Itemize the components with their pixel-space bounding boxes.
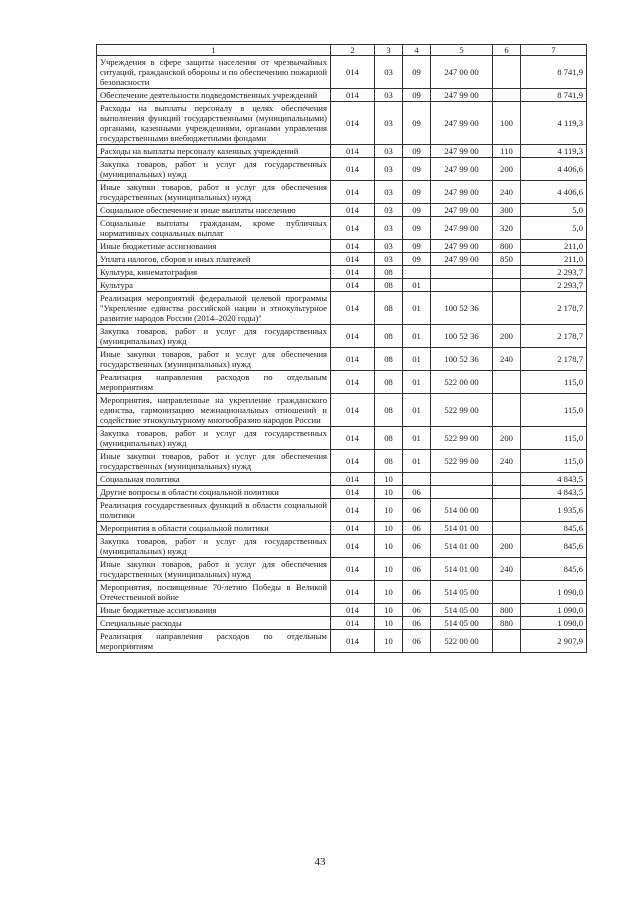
row-subsection-code: 06 xyxy=(403,535,431,558)
table-row xyxy=(97,89,587,102)
row-subsection-code: 06 xyxy=(403,499,431,522)
row-name: Реализация направления расходов по отдельным мероприятиям xyxy=(97,371,331,394)
row-section-code: 08 xyxy=(375,325,403,348)
row-subsection-code: 06 xyxy=(403,558,431,581)
row-amount: 4 119,3 xyxy=(521,102,587,145)
row-name: Уплата налогов, сборов и иных платежей xyxy=(97,253,331,266)
budget-table xyxy=(96,44,587,653)
row-expense-type-code xyxy=(493,499,521,522)
document-page xyxy=(96,44,586,653)
row-subsection-code: 06 xyxy=(403,486,431,499)
row-subsection-code: 09 xyxy=(403,145,431,158)
row-amount: 115,0 xyxy=(521,371,587,394)
row-expense-type-code: 240 xyxy=(493,348,521,371)
row-section-code: 10 xyxy=(375,581,403,604)
row-target-code: 514 00 00 xyxy=(431,499,493,522)
row-ved-code: 014 xyxy=(331,56,375,89)
row-target-code: 100 52 36 xyxy=(431,348,493,371)
row-ved-code: 014 xyxy=(331,348,375,371)
row-section-code: 10 xyxy=(375,604,403,617)
row-section-code: 10 xyxy=(375,630,403,653)
row-name: Социальная политика xyxy=(97,473,331,486)
row-subsection-code: 01 xyxy=(403,427,431,450)
row-target-code: 514 05 00 xyxy=(431,604,493,617)
row-ved-code: 014 xyxy=(331,371,375,394)
row-name: Мероприятия, направленные на укрепление гражданского единства, гармонизацию межнациональных отношений и содействие этнокультурному многообразию народов России xyxy=(97,394,331,427)
row-subsection-code xyxy=(403,266,431,279)
row-subsection-code: 06 xyxy=(403,581,431,604)
row-target-code: 522 99 00 xyxy=(431,427,493,450)
row-target-code: 247 99 00 xyxy=(431,158,493,181)
row-expense-type-code xyxy=(493,56,521,89)
row-subsection-code: 09 xyxy=(403,204,431,217)
row-name: Социальное обеспечение и иные выплаты населению xyxy=(97,204,331,217)
table-header-row xyxy=(97,45,587,56)
table-row xyxy=(97,325,587,348)
row-subsection-code: 06 xyxy=(403,630,431,653)
row-ved-code: 014 xyxy=(331,450,375,473)
row-section-code: 08 xyxy=(375,279,403,292)
row-ved-code: 014 xyxy=(331,217,375,240)
row-ved-code: 014 xyxy=(331,325,375,348)
row-amount: 2 293,7 xyxy=(521,279,587,292)
table-row xyxy=(97,253,587,266)
row-amount: 2 178,7 xyxy=(521,292,587,325)
row-expense-type-code xyxy=(493,279,521,292)
row-name: Расходы на выплаты персоналу казенных учреждений xyxy=(97,145,331,158)
row-amount: 115,0 xyxy=(521,450,587,473)
row-target-code: 514 01 00 xyxy=(431,535,493,558)
row-name: Мероприятия, посвященные 70-летию Победы в Великой Отечественной войне xyxy=(97,581,331,604)
row-amount: 2 907,9 xyxy=(521,630,587,653)
row-ved-code: 014 xyxy=(331,279,375,292)
row-expense-type-code: 300 xyxy=(493,204,521,217)
row-expense-type-code: 320 xyxy=(493,217,521,240)
row-amount: 1 090,0 xyxy=(521,604,587,617)
row-subsection-code: 09 xyxy=(403,181,431,204)
row-target-code: 247 99 00 xyxy=(431,181,493,204)
table-row xyxy=(97,604,587,617)
row-amount: 5,0 xyxy=(521,217,587,240)
row-expense-type-code: 850 xyxy=(493,253,521,266)
column-header: 1 xyxy=(97,45,331,56)
row-ved-code: 014 xyxy=(331,181,375,204)
row-target-code xyxy=(431,486,493,499)
row-subsection-code: 01 xyxy=(403,450,431,473)
row-expense-type-code: 200 xyxy=(493,535,521,558)
table-row xyxy=(97,56,587,89)
row-name: Специальные расходы xyxy=(97,617,331,630)
row-expense-type-code xyxy=(493,630,521,653)
row-ved-code: 014 xyxy=(331,292,375,325)
row-expense-type-code: 800 xyxy=(493,240,521,253)
row-expense-type-code xyxy=(493,292,521,325)
row-section-code: 10 xyxy=(375,522,403,535)
row-ved-code: 014 xyxy=(331,499,375,522)
row-expense-type-code xyxy=(493,371,521,394)
row-ved-code: 014 xyxy=(331,204,375,217)
row-name: Иные закупки товаров, работ и услуг для обеспечения государственных (муниципальных) нужд xyxy=(97,450,331,473)
row-expense-type-code: 800 xyxy=(493,604,521,617)
row-target-code: 247 99 00 xyxy=(431,240,493,253)
row-expense-type-code xyxy=(493,486,521,499)
row-ved-code: 014 xyxy=(331,145,375,158)
row-subsection-code xyxy=(403,473,431,486)
row-expense-type-code xyxy=(493,89,521,102)
row-section-code: 03 xyxy=(375,145,403,158)
row-section-code: 03 xyxy=(375,253,403,266)
table-row xyxy=(97,240,587,253)
row-section-code: 08 xyxy=(375,292,403,325)
row-ved-code: 014 xyxy=(331,102,375,145)
row-target-code xyxy=(431,473,493,486)
row-amount: 1 090,0 xyxy=(521,581,587,604)
table-row xyxy=(97,217,587,240)
row-subsection-code: 09 xyxy=(403,102,431,145)
row-ved-code: 014 xyxy=(331,266,375,279)
row-section-code: 03 xyxy=(375,181,403,204)
row-target-code: 522 00 00 xyxy=(431,371,493,394)
table-row xyxy=(97,630,587,653)
row-ved-code: 014 xyxy=(331,89,375,102)
row-name: Реализация государственных функций в области социальной политики xyxy=(97,499,331,522)
row-target-code: 247 99 00 xyxy=(431,204,493,217)
row-expense-type-code xyxy=(493,394,521,427)
row-expense-type-code xyxy=(493,266,521,279)
row-amount: 4 406,6 xyxy=(521,158,587,181)
row-ved-code: 014 xyxy=(331,253,375,266)
table-row xyxy=(97,581,587,604)
row-expense-type-code: 880 xyxy=(493,617,521,630)
row-name: Другие вопросы в области социальной политики xyxy=(97,486,331,499)
row-name: Реализация направления расходов по отдельным мероприятиям xyxy=(97,630,331,653)
row-expense-type-code: 100 xyxy=(493,102,521,145)
row-ved-code: 014 xyxy=(331,581,375,604)
row-subsection-code: 06 xyxy=(403,617,431,630)
row-target-code: 247 99 00 xyxy=(431,145,493,158)
table-row xyxy=(97,450,587,473)
row-expense-type-code: 200 xyxy=(493,158,521,181)
row-target-code: 247 99 00 xyxy=(431,253,493,266)
row-section-code: 08 xyxy=(375,266,403,279)
row-name: Обеспечение деятельности подведомственных учреждений xyxy=(97,89,331,102)
table-row xyxy=(97,617,587,630)
row-section-code: 08 xyxy=(375,348,403,371)
table-row xyxy=(97,204,587,217)
column-header: 7 xyxy=(521,45,587,56)
row-ved-code: 014 xyxy=(331,558,375,581)
row-name: Культура, кинематография xyxy=(97,266,331,279)
row-subsection-code: 01 xyxy=(403,279,431,292)
row-name: Иные закупки товаров, работ и услуг для обеспечения государственных (муниципальных) нужд xyxy=(97,181,331,204)
column-header: 6 xyxy=(493,45,521,56)
row-target-code: 522 00 00 xyxy=(431,630,493,653)
row-section-code: 08 xyxy=(375,394,403,427)
row-subsection-code: 01 xyxy=(403,371,431,394)
row-amount: 2 178,7 xyxy=(521,325,587,348)
column-header: 5 xyxy=(431,45,493,56)
row-section-code: 03 xyxy=(375,204,403,217)
row-expense-type-code xyxy=(493,581,521,604)
table-body xyxy=(97,56,587,653)
table-row xyxy=(97,292,587,325)
row-subsection-code: 09 xyxy=(403,56,431,89)
row-name: Иные закупки товаров, работ и услуг для обеспечения государственных (муниципальных) нужд xyxy=(97,558,331,581)
table-row xyxy=(97,102,587,145)
column-header: 4 xyxy=(403,45,431,56)
row-name: Закупка товаров, работ и услуг для государственных (муниципальных) нужд xyxy=(97,158,331,181)
row-section-code: 10 xyxy=(375,617,403,630)
row-section-code: 03 xyxy=(375,158,403,181)
row-name: Иные бюджетные ассигнования xyxy=(97,604,331,617)
row-section-code: 10 xyxy=(375,499,403,522)
row-amount: 1 090,0 xyxy=(521,617,587,630)
table-row xyxy=(97,371,587,394)
row-expense-type-code: 110 xyxy=(493,145,521,158)
table-row xyxy=(97,499,587,522)
row-section-code: 10 xyxy=(375,473,403,486)
row-name: Учреждения в сфере защиты населения от чрезвычайных ситуаций, гражданской обороны и по обеспечению пожарной безопасности xyxy=(97,56,331,89)
row-name: Закупка товаров, работ и услуг для государственных (муниципальных) нужд xyxy=(97,427,331,450)
row-expense-type-code xyxy=(493,473,521,486)
row-amount: 8 741,9 xyxy=(521,89,587,102)
row-subsection-code: 06 xyxy=(403,522,431,535)
row-section-code: 03 xyxy=(375,217,403,240)
row-amount: 2 293,7 xyxy=(521,266,587,279)
row-amount: 211,0 xyxy=(521,253,587,266)
row-target-code: 522 99 00 xyxy=(431,450,493,473)
row-target-code: 100 52 36 xyxy=(431,325,493,348)
row-section-code: 10 xyxy=(375,535,403,558)
row-target-code: 522 99 00 xyxy=(431,394,493,427)
row-subsection-code: 01 xyxy=(403,325,431,348)
row-section-code: 08 xyxy=(375,427,403,450)
row-section-code: 03 xyxy=(375,240,403,253)
row-section-code: 03 xyxy=(375,89,403,102)
row-subsection-code: 09 xyxy=(403,240,431,253)
row-subsection-code: 01 xyxy=(403,292,431,325)
row-name: Закупка товаров, работ и услуг для государственных (муниципальных) нужд xyxy=(97,325,331,348)
row-name: Социальные выплаты гражданам, кроме публичных нормативных социальных выплат xyxy=(97,217,331,240)
row-subsection-code: 01 xyxy=(403,348,431,371)
row-amount: 4 406,6 xyxy=(521,181,587,204)
row-amount: 845,6 xyxy=(521,522,587,535)
row-ved-code: 014 xyxy=(331,535,375,558)
row-name: Иные закупки товаров, работ и услуг для обеспечения государственных (муниципальных) нужд xyxy=(97,348,331,371)
row-expense-type-code: 240 xyxy=(493,558,521,581)
row-ved-code: 014 xyxy=(331,522,375,535)
table-row xyxy=(97,348,587,371)
row-subsection-code: 09 xyxy=(403,158,431,181)
row-name: Культура xyxy=(97,279,331,292)
row-section-code: 03 xyxy=(375,102,403,145)
row-name: Мероприятия в области социальной политики xyxy=(97,522,331,535)
row-target-code: 514 01 00 xyxy=(431,558,493,581)
table-row xyxy=(97,486,587,499)
table-row xyxy=(97,473,587,486)
table-row xyxy=(97,394,587,427)
row-target-code: 100 52 36 xyxy=(431,292,493,325)
column-header: 2 xyxy=(331,45,375,56)
page-number: 43 xyxy=(314,856,326,868)
row-expense-type-code xyxy=(493,522,521,535)
row-name: Закупка товаров, работ и услуг для государственных (муниципальных) нужд xyxy=(97,535,331,558)
table-row xyxy=(97,158,587,181)
row-ved-code: 014 xyxy=(331,630,375,653)
row-subsection-code: 06 xyxy=(403,604,431,617)
row-target-code: 247 00 00 xyxy=(431,56,493,89)
row-amount: 845,6 xyxy=(521,558,587,581)
row-ved-code: 014 xyxy=(331,158,375,181)
row-ved-code: 014 xyxy=(331,617,375,630)
row-subsection-code: 01 xyxy=(403,394,431,427)
row-amount: 4 843,5 xyxy=(521,473,587,486)
table-row xyxy=(97,181,587,204)
table-row xyxy=(97,522,587,535)
row-amount: 211,0 xyxy=(521,240,587,253)
row-target-code: 514 05 00 xyxy=(431,581,493,604)
row-ved-code: 014 xyxy=(331,427,375,450)
row-amount: 5,0 xyxy=(521,204,587,217)
column-header: 3 xyxy=(375,45,403,56)
row-ved-code: 014 xyxy=(331,473,375,486)
table-row xyxy=(97,279,587,292)
table-row xyxy=(97,535,587,558)
row-target-code: 514 01 00 xyxy=(431,522,493,535)
row-section-code: 08 xyxy=(375,450,403,473)
row-ved-code: 014 xyxy=(331,240,375,253)
row-section-code: 10 xyxy=(375,558,403,581)
table-row xyxy=(97,558,587,581)
row-name: Иные бюджетные ассигнования xyxy=(97,240,331,253)
row-subsection-code: 09 xyxy=(403,253,431,266)
row-ved-code: 014 xyxy=(331,486,375,499)
row-amount: 115,0 xyxy=(521,427,587,450)
row-amount: 4 119,3 xyxy=(521,145,587,158)
row-amount: 1 935,6 xyxy=(521,499,587,522)
row-target-code: 247 99 00 xyxy=(431,89,493,102)
row-amount: 8 741,9 xyxy=(521,56,587,89)
row-name: Реализация мероприятий федеральной целевой программы "Укрепление единства российской нации и этнокультурное развитие народов России (2014–2020 годы)" xyxy=(97,292,331,325)
row-expense-type-code: 240 xyxy=(493,181,521,204)
row-amount: 115,0 xyxy=(521,394,587,427)
table-row xyxy=(97,266,587,279)
row-section-code: 03 xyxy=(375,56,403,89)
row-ved-code: 014 xyxy=(331,394,375,427)
row-ved-code: 014 xyxy=(331,604,375,617)
table-row xyxy=(97,145,587,158)
row-section-code: 08 xyxy=(375,371,403,394)
row-expense-type-code: 240 xyxy=(493,450,521,473)
row-expense-type-code: 200 xyxy=(493,427,521,450)
table-row xyxy=(97,427,587,450)
row-target-code: 247 99 00 xyxy=(431,217,493,240)
row-subsection-code: 09 xyxy=(403,89,431,102)
row-section-code: 10 xyxy=(375,486,403,499)
row-target-code xyxy=(431,279,493,292)
row-amount: 4 843,5 xyxy=(521,486,587,499)
row-amount: 845,6 xyxy=(521,535,587,558)
row-amount: 2 178,7 xyxy=(521,348,587,371)
row-target-code: 247 99 00 xyxy=(431,102,493,145)
row-target-code xyxy=(431,266,493,279)
row-target-code: 514 05 00 xyxy=(431,617,493,630)
row-subsection-code: 09 xyxy=(403,217,431,240)
row-name: Расходы на выплаты персоналу в целях обеспечения выполнения функций государственными (муниципальными) органами, казенными учреждениями, органами управления государственными внебюджетными фондами xyxy=(97,102,331,145)
row-expense-type-code: 200 xyxy=(493,325,521,348)
